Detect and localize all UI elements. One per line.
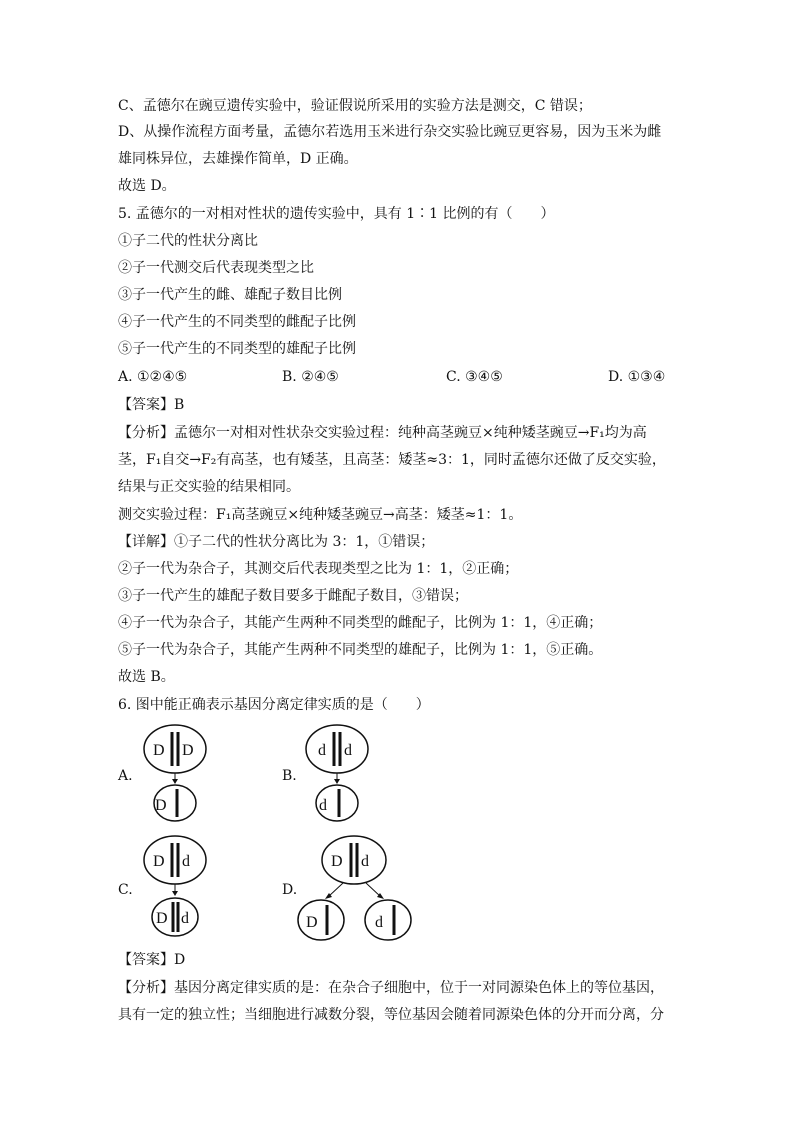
question-5-stem: 5. 孟德尔的一对相对性状的遗传实验中，具有 1∶1 比例的有（ ） [118,206,555,222]
text-line: 雄同株异位，去雄操作简单，D 正确。 [118,151,358,167]
detail-line: 【详解】①子二代的性状分离比为 3：1，①错误； [118,534,435,550]
statement-4: ④子一代产生的不同类型的雌配子比例 [118,314,356,330]
figure-b [302,724,372,824]
analysis-line: 【分析】孟德尔一对相对性状杂交实验过程：纯种高茎豌豆×纯种矮茎豌豆→F₁均为高 [118,425,647,441]
answer-line: 【答案】D [118,952,186,968]
q5-option-c: C. ③④⑤ [446,369,503,385]
allele-label: D [182,742,194,759]
allele-label: D [153,742,165,759]
allele-label: D [153,853,165,870]
conclusion-line: 故选 B。 [118,669,175,685]
detail-line: ⑤子一代为杂合子，其能产生两种不同类型的雄配子，比例为 1：1，⑤正确。 [118,642,603,658]
allele-label: d [344,742,352,759]
statement-1: ①子二代的性状分离比 [118,233,258,249]
allele-label: D [156,910,168,927]
allele-label: d [182,853,190,870]
statement-5: ⑤子一代产生的不同类型的雄配子比例 [118,341,356,357]
allele-label: D [155,797,167,814]
analysis-line: 茎，F₁自交→F₂有高茎，也有矮茎，且高茎：矮茎≈3：1，同时孟德尔还做了反交实验， [118,452,666,468]
detail-line: ③子一代产生的雄配子数目要多于雌配子数目，③错误； [118,588,468,604]
fig-a-label: A. [118,768,133,784]
q5-option-d: D. ①③④ [608,369,666,385]
statement-3: ③子一代产生的雌、雄配子数目比例 [118,287,342,303]
allele-label: d [361,853,369,870]
detail-line: ④子一代为杂合子，其能产生两种不同类型的雌配子，比例为 1：1，④正确； [118,615,603,631]
analysis-line: 测交实验过程：F₁高茎豌豆×纯种矮茎豌豆→高茎：矮茎≈1：1。 [118,507,523,523]
text-line: D、从操作流程方面考量，孟德尔若选用玉米进行杂交实验比豌豆更容易，因为玉米为雌 [118,124,662,140]
statement-2: ②子一代测交后代表现类型之比 [118,260,314,276]
allele-label: d [181,910,189,927]
allele-label: D [331,853,343,870]
allele-label: d [318,742,326,759]
detail-line: ②子一代为杂合子，其测交后代表现类型之比为 1：1，②正确； [118,561,519,577]
figure-c [140,835,210,940]
fig-b-label: B. [282,768,297,784]
allele-label: d [319,797,327,814]
figure-d [296,835,426,945]
analysis-line: 结果与正交实验的结果相同。 [118,479,300,495]
allele-label: D [306,914,318,931]
analysis-line: 具有一定的独立性；当细胞进行减数分裂，等位基因会随着同源染色体的分开而分离，分 [118,1007,664,1023]
text-line: C、孟德尔在豌豆遗传实验中，验证假说所采用的实验方法是测交，C 错误； [118,98,592,114]
fig-c-label: C. [118,882,133,898]
figure-a [140,724,210,824]
question-6-stem: 6. 图中能正确表示基因分离定律实质的是（ ） [118,697,430,713]
allele-label: d [375,914,383,931]
fig-d-label: D. [282,882,298,898]
answer-line: 【答案】B [118,397,185,413]
q5-option-a: A. ①②④⑤ [118,369,188,385]
text-line: 故选 D。 [118,178,176,194]
q5-option-b: B. ②④⑤ [282,369,339,385]
analysis-line: 【分析】基因分离定律实质的是：在杂合子细胞中，位于一对同源染色体上的等位基因， [118,980,664,996]
